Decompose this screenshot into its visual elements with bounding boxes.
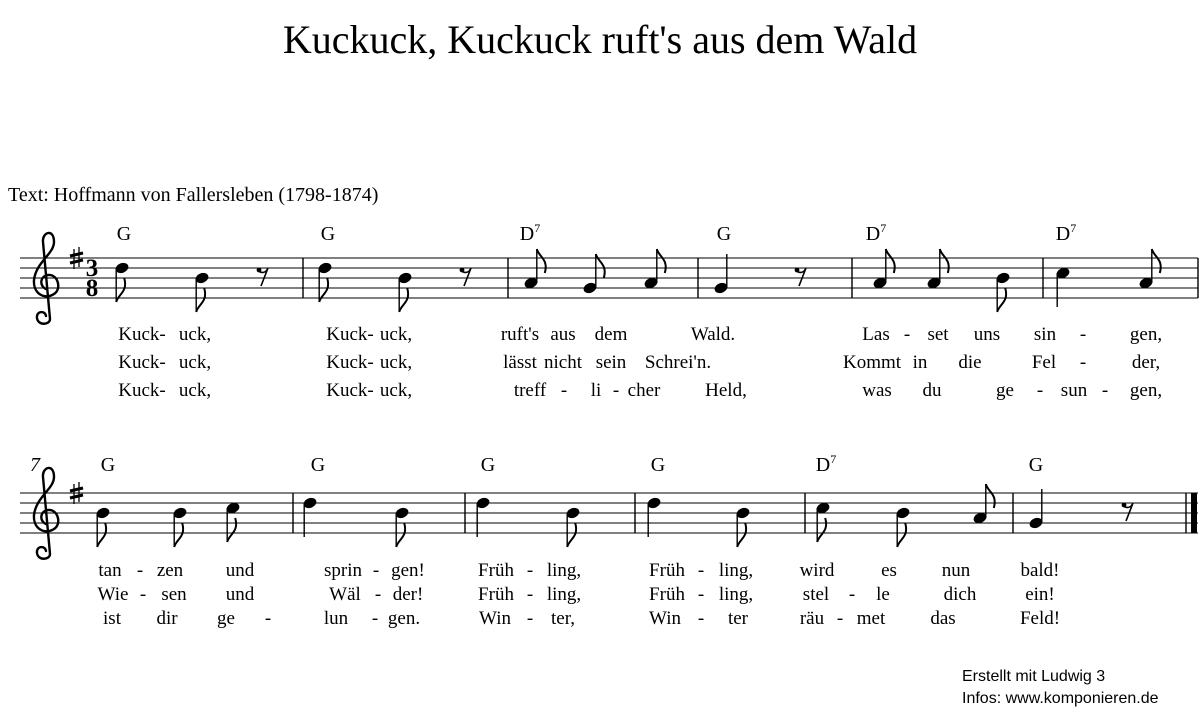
lyric-syllable: dich xyxy=(943,584,977,605)
lyric-syllable: - xyxy=(697,560,705,581)
chord-symbol: G xyxy=(320,223,336,245)
eighth-note xyxy=(523,249,546,290)
lyric-syllable: - xyxy=(264,608,272,629)
note-flag xyxy=(399,288,408,312)
lyric-syllable: Kuck- xyxy=(326,352,374,373)
chord-symbol: $D^7$ xyxy=(865,221,887,245)
sharp-bar xyxy=(70,260,83,263)
lyric-syllable: zen xyxy=(156,560,184,581)
lyric-syllable: - xyxy=(612,380,620,401)
lyric-syllable: Wie xyxy=(97,584,129,605)
lyric-syllable: Feld! xyxy=(1019,608,1061,629)
lyric-syllable: - xyxy=(560,380,568,401)
lyric-syllable: lässt xyxy=(503,352,537,373)
lyric-syllable: Kommt xyxy=(842,352,902,373)
lyric-syllable: Held, xyxy=(705,380,747,401)
eighth-note xyxy=(735,506,751,547)
quarter-note xyxy=(1028,489,1044,530)
note-flag xyxy=(986,484,995,508)
note-flag xyxy=(227,518,236,542)
eighth-note xyxy=(872,249,895,290)
note-flag xyxy=(537,249,546,273)
lyric-syllable: Kuck- xyxy=(118,352,166,373)
eighth-note xyxy=(394,506,410,547)
lyric-syllable: Win xyxy=(479,608,511,629)
quarter-note xyxy=(1055,266,1071,307)
lyric-syllable: treff xyxy=(513,380,547,401)
lyric-syllable: Früh xyxy=(478,584,514,605)
note-flag xyxy=(1152,249,1161,273)
chord-symbol: G xyxy=(310,454,326,476)
lyric-syllable: lun xyxy=(323,608,349,629)
rest-dot xyxy=(795,268,800,273)
eighth-note xyxy=(225,501,241,542)
lyric-syllable: gen, xyxy=(1129,380,1163,401)
lyric-syllable: nun xyxy=(941,560,971,581)
note-flag xyxy=(737,523,746,547)
time-signature-numerator: 3 xyxy=(85,255,99,282)
lyric-syllable: Schrei'n. xyxy=(644,352,712,373)
lyric-syllable: - xyxy=(371,608,379,629)
lyric-syllable: sein xyxy=(595,352,627,373)
lyric-syllable: cher xyxy=(627,380,661,401)
lyric-syllable: wird xyxy=(799,560,835,581)
lyric-syllable: - xyxy=(136,560,144,581)
eighth-note xyxy=(643,249,666,290)
lyric-syllable: ter xyxy=(727,608,749,629)
eighth-note xyxy=(895,506,911,547)
lyric-syllable: aus xyxy=(550,324,576,345)
lyric-syllable: - xyxy=(903,324,911,345)
lyric-syllable: was xyxy=(862,380,892,401)
lyric-syllable: uck, xyxy=(379,352,413,373)
eighth-rest-icon xyxy=(460,268,471,286)
rest-dot xyxy=(257,268,262,273)
note-flag xyxy=(940,249,949,273)
lyric-syllable: li xyxy=(590,380,602,401)
eighth-note xyxy=(95,506,111,547)
note-flag xyxy=(886,249,895,273)
lyric-syllable: uns xyxy=(973,324,1001,345)
lyric-syllable: ge xyxy=(996,380,1014,401)
lyric-syllable: das xyxy=(930,608,956,629)
quarter-note xyxy=(475,496,491,537)
music-system-2 xyxy=(20,452,1198,629)
lyric-syllable: und xyxy=(225,560,255,581)
eighth-note xyxy=(565,506,581,547)
chord-symbol: G xyxy=(100,454,116,476)
lyric-syllable: Früh xyxy=(478,560,514,581)
lyric-syllable: - xyxy=(1036,380,1044,401)
eighth-note xyxy=(972,484,995,525)
chord-symbol: G xyxy=(1028,454,1044,476)
chord-symbol: $D^7$ xyxy=(519,221,541,245)
footer-website: Infos: www.komponieren.de xyxy=(962,690,1159,707)
lyric-syllable: - xyxy=(1079,352,1087,373)
eighth-note xyxy=(114,261,130,302)
lyric-syllable: räu xyxy=(799,608,825,629)
lyric-syllable: ein! xyxy=(1025,584,1055,605)
note-flag xyxy=(196,288,205,312)
lyricist-credit: Text: Hoffmann von Fallersleben (1798-1874) xyxy=(8,184,379,206)
eighth-note xyxy=(1138,249,1161,290)
final-bar-thick xyxy=(1191,493,1197,533)
lyric-syllable: le xyxy=(876,584,890,605)
lyric-syllable: Früh xyxy=(649,584,685,605)
lyric-syllable: uck, xyxy=(379,380,413,401)
lyric-syllable: der! xyxy=(392,584,424,605)
lyric-syllable: gen! xyxy=(391,560,425,581)
lyric-syllable: - xyxy=(697,584,705,605)
chord-symbol: $D^7$ xyxy=(815,452,837,476)
note-flag xyxy=(817,518,826,542)
quarter-note xyxy=(646,496,662,537)
eighth-note xyxy=(397,271,413,312)
lyric-syllable: - xyxy=(848,584,856,605)
lyric-syllable: dem xyxy=(594,324,628,345)
eighth-rest-icon xyxy=(795,268,806,286)
quarter-note xyxy=(302,496,318,537)
note-flag xyxy=(657,249,666,273)
footer-credit xyxy=(962,666,1159,710)
lyric-syllable: ruft's xyxy=(500,324,540,345)
rest-dot xyxy=(1122,503,1127,508)
lyric-syllable: Wäl xyxy=(329,584,361,605)
lyric-syllable: Las xyxy=(862,324,890,345)
lyric-syllable: Win xyxy=(649,608,681,629)
note-flag xyxy=(567,523,576,547)
lyric-syllable: ling, xyxy=(718,584,754,605)
lyric-syllable: gen, xyxy=(1129,324,1163,345)
lyric-syllable: sprin xyxy=(324,560,362,581)
lyric-syllable: sin xyxy=(1033,324,1057,345)
note-flag xyxy=(997,288,1006,312)
note-flag xyxy=(97,523,106,547)
lyric-syllable: in xyxy=(912,352,928,373)
rest-dot xyxy=(460,268,465,273)
eighth-rest-icon xyxy=(1122,503,1133,521)
lyric-syllable: nicht xyxy=(544,352,582,373)
lyric-syllable: dir xyxy=(156,608,178,629)
lyric-syllable: bald! xyxy=(1020,560,1060,581)
lyric-syllable: - xyxy=(139,584,147,605)
lyric-syllable: - xyxy=(526,560,534,581)
eighth-note xyxy=(995,271,1011,312)
lyric-syllable: der, xyxy=(1131,352,1161,373)
lyric-syllable: es xyxy=(881,560,897,581)
lyric-syllable: sun xyxy=(1060,380,1088,401)
lyric-syllable: met xyxy=(856,608,886,629)
lyric-syllable: ist xyxy=(103,608,121,629)
time-signature-denominator: 8 xyxy=(85,275,99,302)
lyric-syllable: Wald. xyxy=(690,324,736,345)
lyric-syllable: Früh xyxy=(649,560,685,581)
eighth-note xyxy=(815,501,831,542)
lyric-syllable: set xyxy=(927,324,949,345)
lyric-syllable: - xyxy=(374,584,382,605)
lyric-syllable: Fel xyxy=(1031,352,1057,373)
lyric-syllable: - xyxy=(526,608,534,629)
note-flag xyxy=(174,523,183,547)
lyric-syllable: - xyxy=(1101,380,1109,401)
note-flag xyxy=(897,523,906,547)
sharp-bar xyxy=(70,495,83,498)
chord-symbol: G xyxy=(480,454,496,476)
lyric-syllable: Kuck- xyxy=(326,324,374,345)
lyric-syllable: - xyxy=(526,584,534,605)
lyric-syllable: - xyxy=(372,560,380,581)
chord-symbol: G xyxy=(116,223,132,245)
lyric-syllable: sen xyxy=(161,584,187,605)
lyric-syllable: uck, xyxy=(178,352,212,373)
lyric-syllable: - xyxy=(697,608,705,629)
lyric-syllable: ling, xyxy=(718,560,754,581)
footer-software: Erstellt mit Ludwig 3 xyxy=(962,668,1106,685)
chord-symbol: $D^7$ xyxy=(1055,221,1077,245)
lyric-syllable: ling, xyxy=(546,560,582,581)
lyric-syllable: gen. xyxy=(387,608,421,629)
lyric-syllable: - xyxy=(836,608,844,629)
eighth-note xyxy=(582,254,605,295)
lyric-syllable: die xyxy=(958,352,982,373)
lyric-syllable: uck, xyxy=(379,324,413,345)
lyric-syllable: stel xyxy=(802,584,830,605)
eighth-rest-icon xyxy=(257,268,268,286)
lyric-syllable: ling, xyxy=(546,584,582,605)
song-title: Kuckuck, Kuckuck ruft's aus dem Wald xyxy=(282,17,918,62)
eighth-note xyxy=(317,261,333,302)
lyric-syllable: Kuck- xyxy=(326,380,374,401)
eighth-note xyxy=(926,249,949,290)
lyric-syllable: Kuck- xyxy=(118,380,166,401)
sharp-bar xyxy=(70,253,83,256)
music-system-1 xyxy=(20,221,1198,401)
lyric-syllable: und xyxy=(225,584,255,605)
lyric-syllable: du xyxy=(922,380,942,401)
quarter-note xyxy=(713,254,729,295)
eighth-note xyxy=(194,271,210,312)
chord-symbol: G xyxy=(716,223,732,245)
chord-symbol: G xyxy=(650,454,666,476)
lyric-syllable: ter, xyxy=(550,608,576,629)
sharp-bar xyxy=(70,488,83,491)
lyric-syllable: uck, xyxy=(178,324,212,345)
lyric-syllable: tan xyxy=(98,560,122,581)
lyric-syllable: uck, xyxy=(178,380,212,401)
eighth-note xyxy=(172,506,188,547)
measure-number: 7 xyxy=(30,454,40,476)
lyric-syllable: Kuck- xyxy=(118,324,166,345)
lyric-syllable: - xyxy=(1079,324,1087,345)
lyric-syllable: ge xyxy=(217,608,235,629)
note-flag xyxy=(396,523,405,547)
